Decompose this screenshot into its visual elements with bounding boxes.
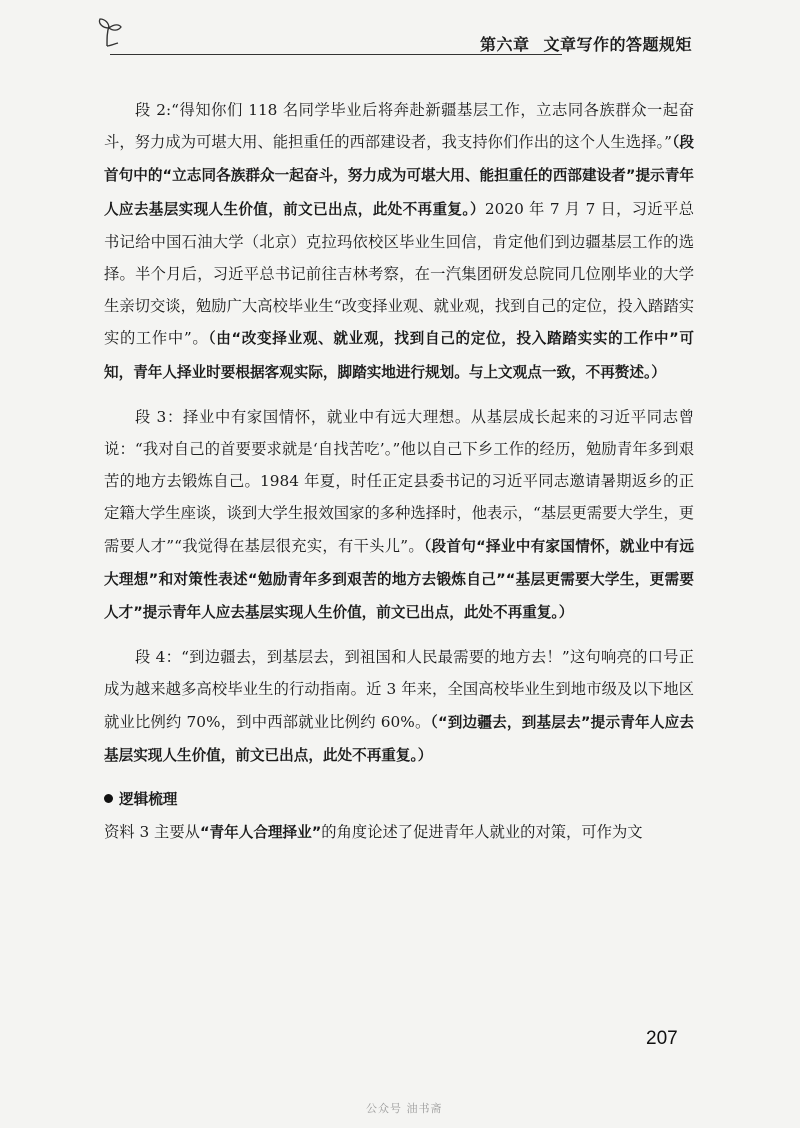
bullet-icon bbox=[104, 794, 113, 803]
paragraph-2 bbox=[104, 94, 694, 389]
summary-lead: 资料 3 主要从 bbox=[104, 823, 200, 842]
logic-heading-label: 逻辑梳理 bbox=[119, 791, 178, 809]
chapter-heading bbox=[480, 32, 692, 55]
paragraph-2-text: 段 2:“得知你们 118 名同学毕业后将奔赴新疆基层工作，立志同各族群众一起奋斗，努力成为可堪大用、能担重任的西部建设者，我支持你们作出的这个人生选择。” bbox=[104, 101, 694, 152]
page-number: 207 bbox=[646, 1028, 678, 1049]
summary-paragraph bbox=[104, 816, 694, 849]
running-header bbox=[92, 14, 702, 54]
summary-quote: “青年人合理择业” bbox=[199, 824, 322, 842]
summary-tail: 的角度论述了促进青年人就业的对策，可作为文 bbox=[321, 823, 643, 842]
sprout-icon bbox=[92, 16, 126, 50]
paragraph-3 bbox=[104, 401, 694, 629]
logic-heading bbox=[104, 784, 694, 816]
paragraph-4 bbox=[104, 641, 694, 772]
paragraph-2-note: （段首句中的“立志同各族群众一起奋斗，努力成为可堪大用、能担重任的西部建设者”提示青年人应去基层实现人生价值，前文已出点，此处不再重复。） bbox=[104, 134, 694, 218]
chapter-label: 第六章 bbox=[480, 35, 530, 54]
paragraph-2-text-continued: 2020 年 7 月 7 日，习近平总书记给中国石油大学（北京）克拉玛依校区毕业生回信，肯定他们到边疆基层工作的选择。半个月后，习近平总书记前往吉林考察，在一汽集团研发总院同几位刚毕业的大学生亲切交谈，勉励广大高校毕业生“改变择业观、就业观，找到自己的定位，投入踏踏实实的工作中”。 bbox=[104, 199, 694, 348]
watermark-text: 公众号 油书斋 bbox=[366, 1102, 443, 1115]
paragraph-3-text: 段 3：择业中有家国情怀，就业中有远大理想。从基层成长起来的习近平同志曾说：“我对自己的首要要求就是‘自找苦吃’。”他以自己下乡工作的经历，勉励青年多到艰苦的地方去锻炼自己。1984 年夏，时任正定县委书记的习近平同志邀请暑期返乡的正定籍大学生座谈，谈到大学生报效国家的多种选择时，他表示，“基层更需要大学生，更需要人才”“我觉得在基层很充实，有干头儿”。 bbox=[104, 407, 694, 555]
paragraph-4-note: （“到边疆去，到基层去”提示青年人应去基层实现人生价值，前文已出点，此处不再重复。） bbox=[104, 713, 694, 764]
paragraph-3-note: （段首句“择业中有家国情怀，就业中有远大理想”和对策性表述“勉励青年多到艰苦的地方去锻炼自己”“基层更需要大学生，更需要人才”提示青年人应去基层实现人生价值，前文已出点，此处不再重复。） bbox=[104, 537, 694, 622]
paragraph-2-note-2: （由“改变择业观、就业观，找到自己的定位，投入踏踏实实的工作中”可知，青年人择业时要根据客观实际，脚踏实地进行规划。与上文观点一致，不再赘述。） bbox=[104, 330, 694, 381]
chapter-title: 文章写作的答题规矩 bbox=[543, 35, 693, 54]
paragraph-4-text: 段 4：“到边疆去，到基层去，到祖国和人民最需要的地方去！”这句响亮的口号正成为越来越多高校毕业生的行动指南。近 3 年来，全国高校毕业生到地市级及以下地区就业比例约 70%，到中西部就业比例约 60%。 bbox=[104, 648, 694, 731]
page-content bbox=[104, 94, 694, 849]
